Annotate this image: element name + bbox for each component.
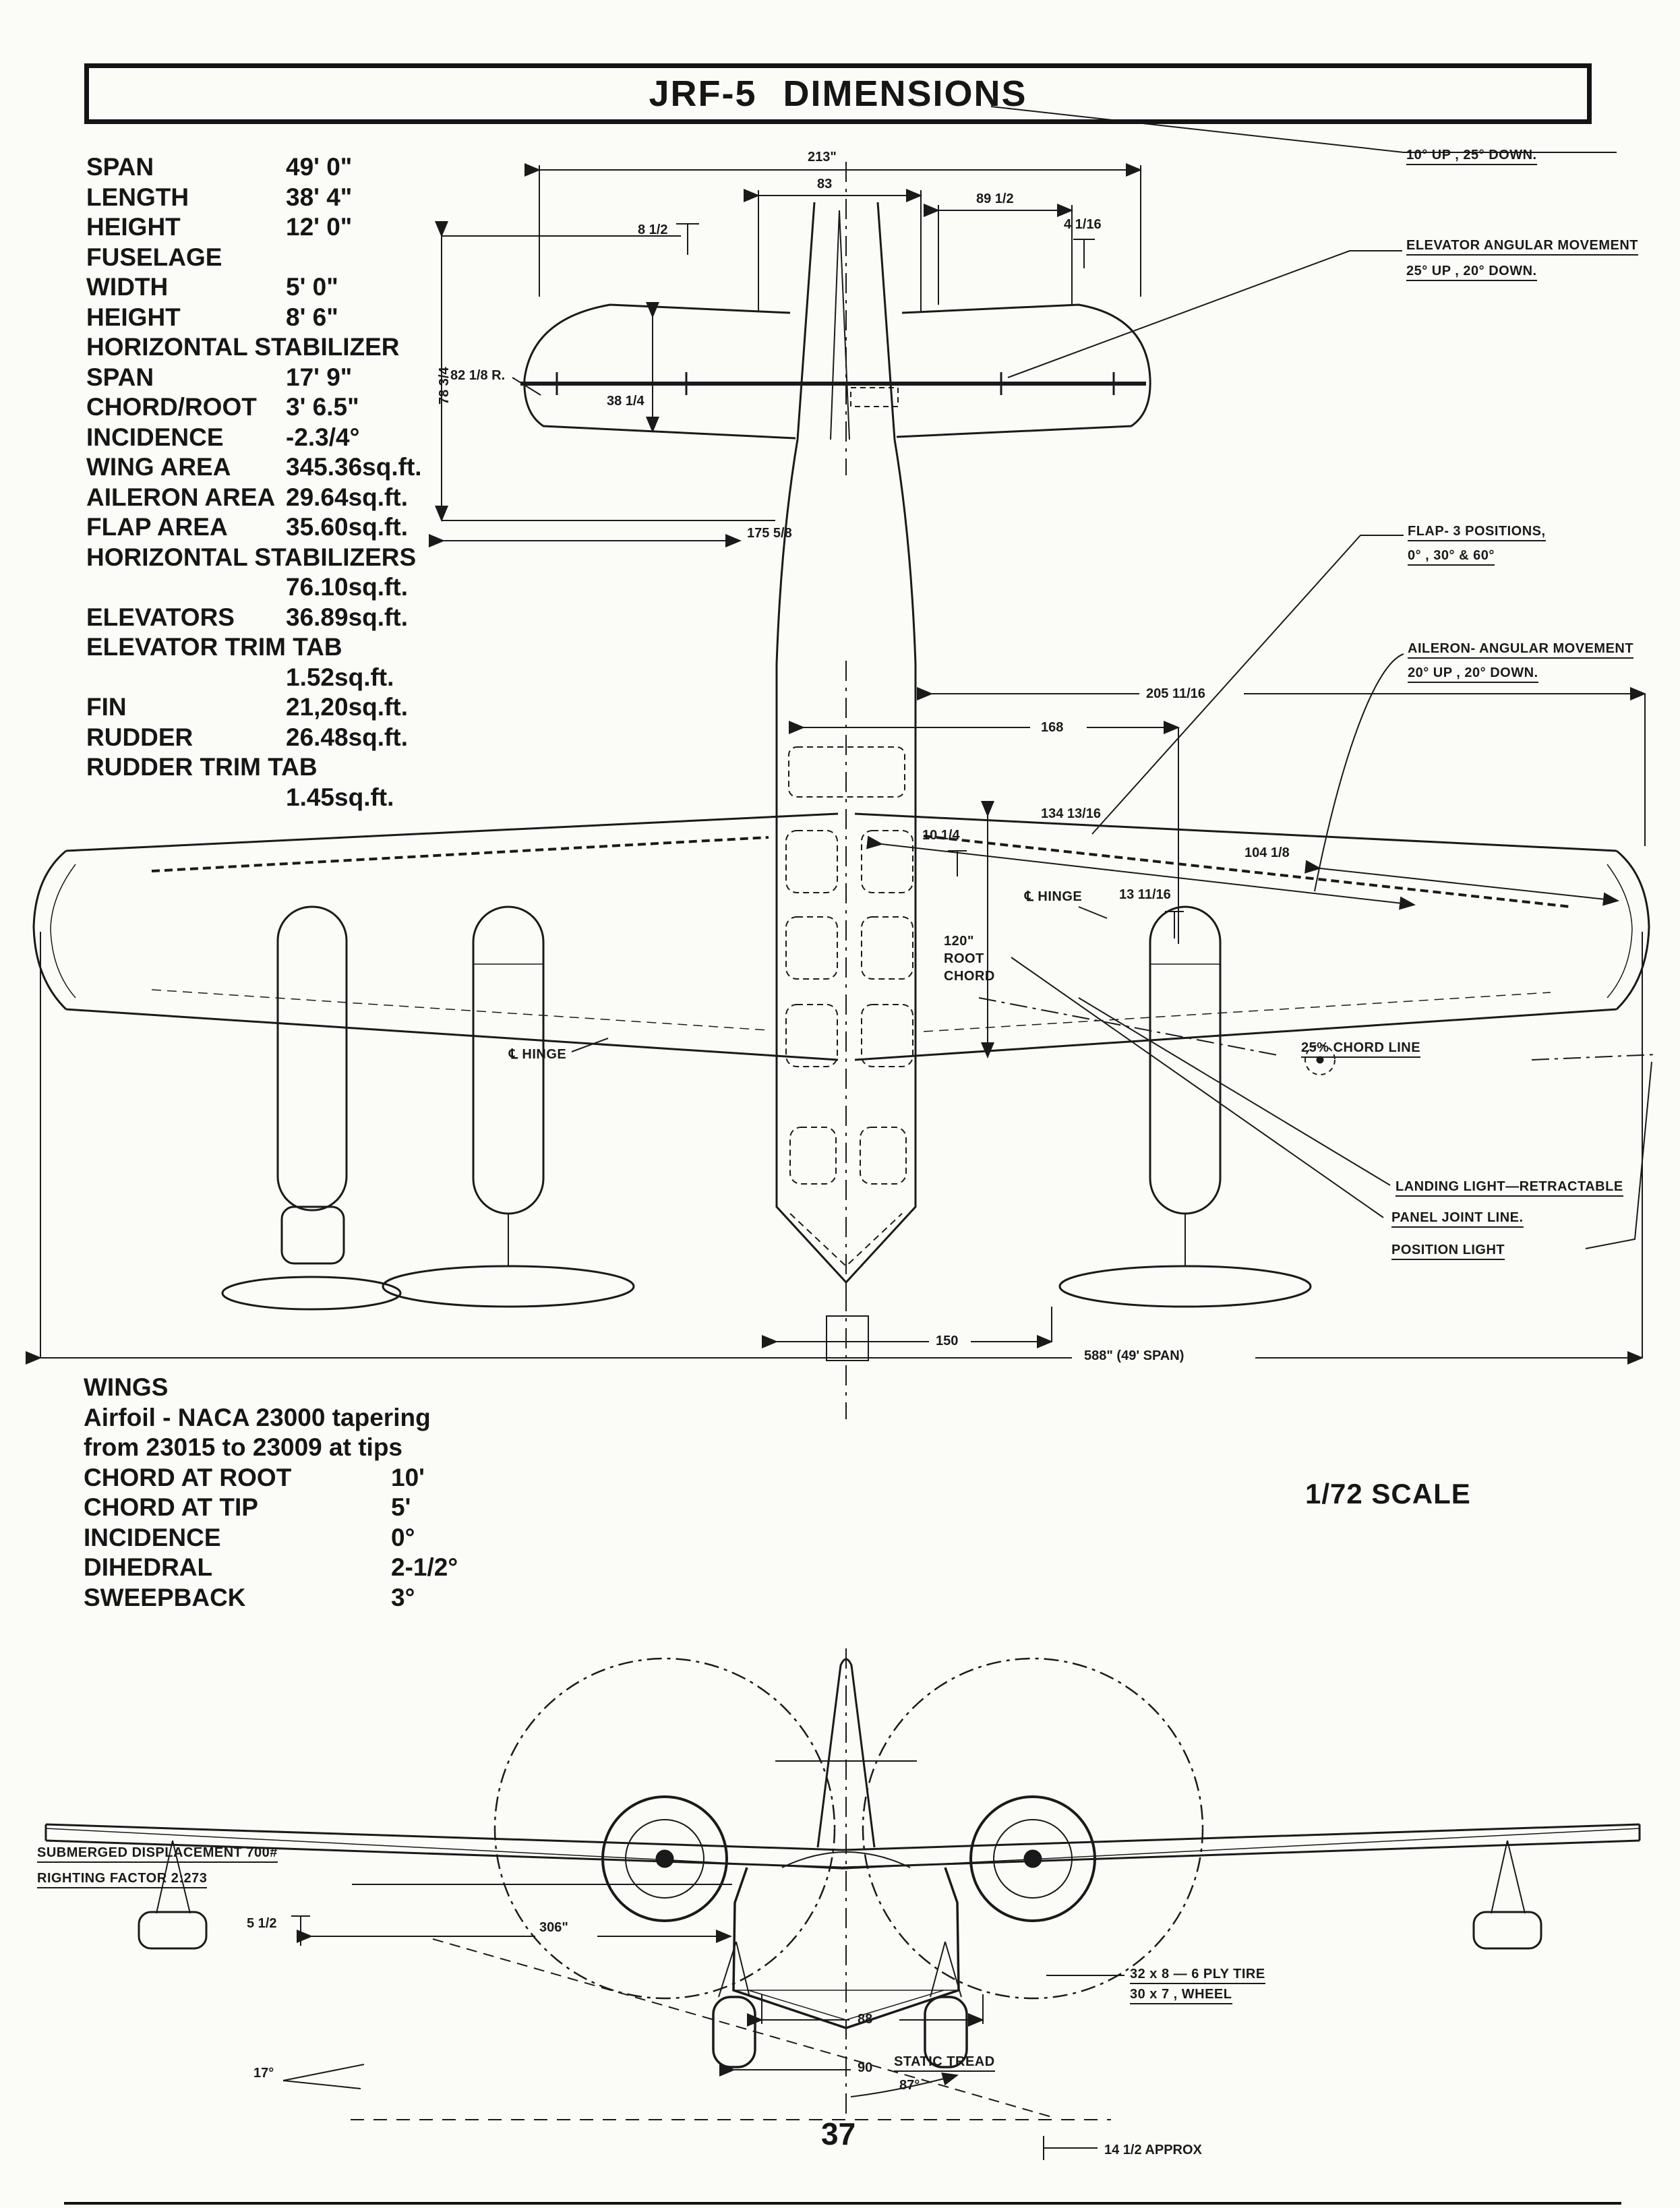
spec-row: INCIDENCE -2.3/4° (86, 423, 360, 451)
spec-row: FUSELAGE (86, 243, 222, 271)
spec-row: WING AREA 345.36sq.ft. (86, 453, 422, 481)
chord-line-label: 25% CHORD LINE (1301, 1040, 1420, 1058)
dim-nacelle-offset: 150 (936, 1334, 959, 1348)
spec-row: LENGTH 38' 4" (86, 183, 353, 211)
root-chord-label: CHORD (944, 969, 995, 984)
page-number: 37 (821, 2116, 856, 2151)
dim-flap-gap: 10 1/4 (922, 828, 960, 843)
dim-tread: 90 (858, 2060, 873, 2075)
scale-label: 1/72 SCALE (1305, 1478, 1471, 1510)
dim-tip-radius: 82 1/8 R. (450, 368, 506, 383)
hinge-centerline-label: ℄ HINGE (1025, 889, 1083, 904)
rudder-movement-label: 10° UP , 25° DOWN. (1406, 147, 1537, 165)
spec-row: WIDTH 5' 0" (86, 273, 338, 301)
page-title: JRF-5 DIMENSIONS (649, 73, 1027, 114)
spec-row: FIN 21,20sq.ft. (86, 693, 408, 721)
spec-row: HORIZONTAL STABILIZER (86, 333, 400, 361)
scan-edge-artifact (64, 2202, 1621, 2205)
spec-row: ELEVATORS 36.89sq.ft. (86, 603, 408, 631)
dim-tail-span: 213" (808, 150, 837, 165)
elevator-movement-values: 25° UP , 20° DOWN. (1406, 263, 1537, 281)
spec-row: 1.52sq.ft. (286, 663, 394, 691)
dim-elevator-inner: 83 (817, 177, 833, 191)
wings-heading: WINGS (84, 1373, 169, 1401)
dim-deadrise-angle: 87° (899, 2078, 920, 2093)
flap-positions-label: FLAP- 3 POSITIONS, (1408, 523, 1546, 541)
dim-stab-chord: 38 1/4 (607, 394, 644, 409)
spec-row: SPAN 17' 9" (86, 363, 353, 391)
landing-light-label: LANDING LIGHT—RETRACTABLE (1396, 1178, 1623, 1197)
dim-aileron-gap: 13 11/16 (1119, 887, 1171, 902)
airfoil-line: Airfoil - NACA 23000 tapering (84, 1403, 431, 1431)
aileron-movement-label: AILERON- ANGULAR MOVEMENT (1408, 640, 1633, 659)
dim-keel-angle: 17° (253, 2066, 274, 2081)
spec-row: CHORD/ROOT 3' 6.5" (86, 393, 359, 421)
spec-row: HEIGHT 8' 6" (86, 303, 338, 331)
spec-row: 76.10sq.ft. (286, 573, 408, 601)
spec-row: FLAP AREA 35.60sq.ft. (86, 513, 408, 541)
dim-aft-length: 78 3/4 (437, 367, 452, 405)
wheel-label: 30 x 7 , WHEEL (1130, 1986, 1232, 2004)
spec-row: CHORD AT TIP 5' (84, 1493, 411, 1521)
hinge-centerline-label: ℄ HINGE (509, 1047, 567, 1062)
dim-tab-offset: 8 1/2 (638, 222, 668, 237)
dim-float-offset: 306" (539, 1920, 568, 1935)
spec-row: SPAN 49' 0" (86, 153, 353, 181)
dim-elevator-outer: 89 1/2 (976, 191, 1014, 206)
tire-label: 32 x 8 — 6 PLY TIRE (1130, 1966, 1265, 1984)
static-tread-label: STATIC TREAD (894, 2054, 995, 2072)
dim-rear-fuselage: 175 5/8 (747, 526, 792, 541)
submerged-displacement-label: SUBMERGED DISPLACEMENT 700# (37, 1845, 278, 1863)
dim-aileron-tip: 104 1/8 (1244, 845, 1290, 860)
spec-row: RUDDER TRIM TAB (86, 753, 318, 781)
airfoil-line: from 23015 to 23009 at tips (84, 1433, 402, 1461)
spec-row: 1.45sq.ft. (286, 783, 394, 811)
title-box (84, 63, 1592, 124)
dim-aileron-span: 134 13/16 (1041, 806, 1101, 821)
aileron-movement-values: 20° UP , 20° DOWN. (1408, 665, 1538, 683)
dim-prop-clearance: 14 1/2 APPROX (1104, 2143, 1202, 2157)
spec-row: HEIGHT 12' 0" (86, 213, 353, 241)
wings-spec-list (84, 1373, 458, 1613)
position-light-label: POSITION LIGHT (1391, 1242, 1505, 1260)
tail-plan-view (442, 107, 1617, 520)
spec-row: ELEVATOR TRIM TAB (86, 633, 342, 661)
panel-joint-label: PANEL JOINT LINE. (1391, 1210, 1524, 1228)
root-chord-label: ROOT (944, 951, 984, 966)
spec-row: RUDDER 26.48sq.ft. (86, 723, 408, 751)
righting-factor-label: RIGHTING FACTOR 2:273 (37, 1870, 207, 1888)
spec-row: HORIZONTAL STABILIZERS (86, 543, 417, 571)
elevator-movement-label: ELEVATOR ANGULAR MOVEMENT (1406, 237, 1638, 256)
spec-row: SWEEPBACK 3° (84, 1583, 415, 1611)
dim-wing-span: 588" (49' SPAN) (1084, 1348, 1184, 1363)
dim-float-depth: 5 1/2 (247, 1916, 277, 1931)
dim-wing-station-outer: 205 11/16 (1146, 686, 1205, 701)
spec-row: INCIDENCE 0° (84, 1523, 415, 1551)
spec-row: DIHEDRAL 2-1/2° (84, 1553, 458, 1581)
spec-row: CHORD AT ROOT 10' (84, 1463, 425, 1491)
dim-tip-offset: 4 1/16 (1064, 217, 1102, 232)
spec-row: AILERON AREA 29.64sq.ft. (86, 483, 408, 511)
dimension-spec-list (86, 152, 422, 812)
flap-positions-values: 0° , 30° & 60° (1408, 547, 1495, 566)
dim-wheel-inner: 88 (858, 2012, 873, 2027)
front-view (46, 1659, 1640, 2160)
root-chord-value: 120" (944, 934, 974, 949)
dim-wing-station-inner: 168 (1041, 720, 1064, 735)
